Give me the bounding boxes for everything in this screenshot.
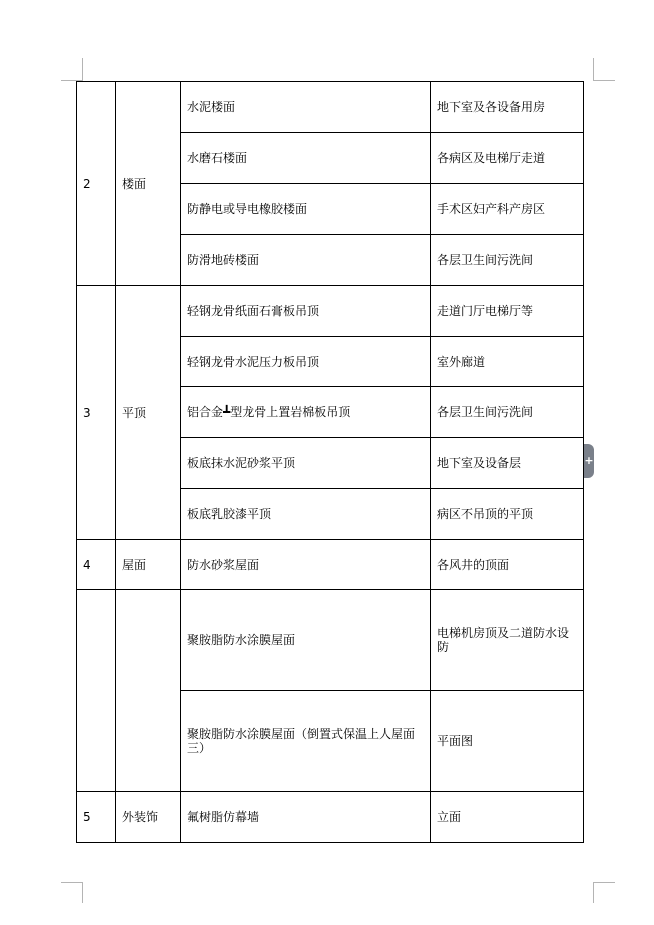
material-cell: 水磨石楼面 <box>181 133 431 184</box>
location-cell: 各病区及电梯厅走道 <box>431 133 584 184</box>
location-cell: 各风井的顶面 <box>431 540 584 590</box>
location-cell: 立面 <box>431 792 584 843</box>
material-cell: 氟树脂仿幕墙 <box>181 792 431 843</box>
table-row <box>77 82 584 133</box>
location-cell: 病区不吊顶的平顶 <box>431 489 584 540</box>
material-cell: 板底抹水泥砂浆平顶 <box>181 438 431 489</box>
material-cell <box>181 691 431 792</box>
category-cell: 屋面 <box>116 540 181 590</box>
material-cell: 铝合金┻型龙骨上置岩棉板吊顶 <box>181 387 431 438</box>
location-cell <box>431 590 584 691</box>
location-cell: 各层卫生间污洗间 <box>431 235 584 286</box>
location-cell: 地下室及设备层 <box>431 438 584 489</box>
crop-mark-top-left-v <box>82 58 83 81</box>
row-number: 3 <box>77 286 116 540</box>
category-cell: 外装饰 <box>116 792 181 843</box>
material-cell: 防水砂浆屋面 <box>181 540 431 590</box>
location-line-2: 防 <box>437 640 450 654</box>
location-cell: 室外廊道 <box>431 337 584 387</box>
material-cell: 水泥楼面 <box>181 82 431 133</box>
crop-mark-bottom-right-h <box>593 882 615 883</box>
finishes-table <box>76 81 584 843</box>
table-row <box>77 286 584 337</box>
crop-mark-bottom-left-h <box>61 882 83 883</box>
material-line-1: 聚胺脂防水涂膜屋面（倒置式保温上人屋面 <box>187 727 416 741</box>
material-line-2: 三） <box>187 741 212 755</box>
table-row <box>77 590 584 691</box>
row-number: 5 <box>77 792 116 843</box>
crop-mark-bottom-right-v <box>593 882 594 903</box>
location-cell: 各层卫生间污洗间 <box>431 387 584 438</box>
location-cell: 平面图 <box>431 691 584 792</box>
material-cell: 防静电或导电橡胶楼面 <box>181 184 431 235</box>
table-row <box>77 792 584 843</box>
location-cell: 走道门厅电梯厅等 <box>431 286 584 337</box>
crop-mark-top-right-h <box>593 80 615 81</box>
location-cell: 手术区妇产科产房区 <box>431 184 584 235</box>
material-cell: 防滑地砖楼面 <box>181 235 431 286</box>
location-line-1: 电梯机房顶及二道防水设 <box>437 626 570 640</box>
material-cell: 板底乳胶漆平顶 <box>181 489 431 540</box>
expand-side-panel-button[interactable] <box>584 444 594 478</box>
row-number: 2 <box>77 82 116 286</box>
crop-mark-bottom-left-v <box>82 882 83 903</box>
category-cell <box>116 590 181 792</box>
row-number <box>77 590 116 792</box>
crop-mark-top-right-v <box>593 58 594 81</box>
category-cell: 楼面 <box>116 82 181 286</box>
plus-icon: + <box>584 454 594 467</box>
row-number: 4 <box>77 540 116 590</box>
material-cell: 聚胺脂防水涂膜屋面 <box>181 590 431 691</box>
table-row <box>77 540 584 590</box>
material-cell: 轻钢龙骨水泥压力板吊顶 <box>181 337 431 387</box>
location-cell: 地下室及各设备用房 <box>431 82 584 133</box>
material-cell: 轻钢龙骨纸面石膏板吊顶 <box>181 286 431 337</box>
category-cell: 平顶 <box>116 286 181 540</box>
